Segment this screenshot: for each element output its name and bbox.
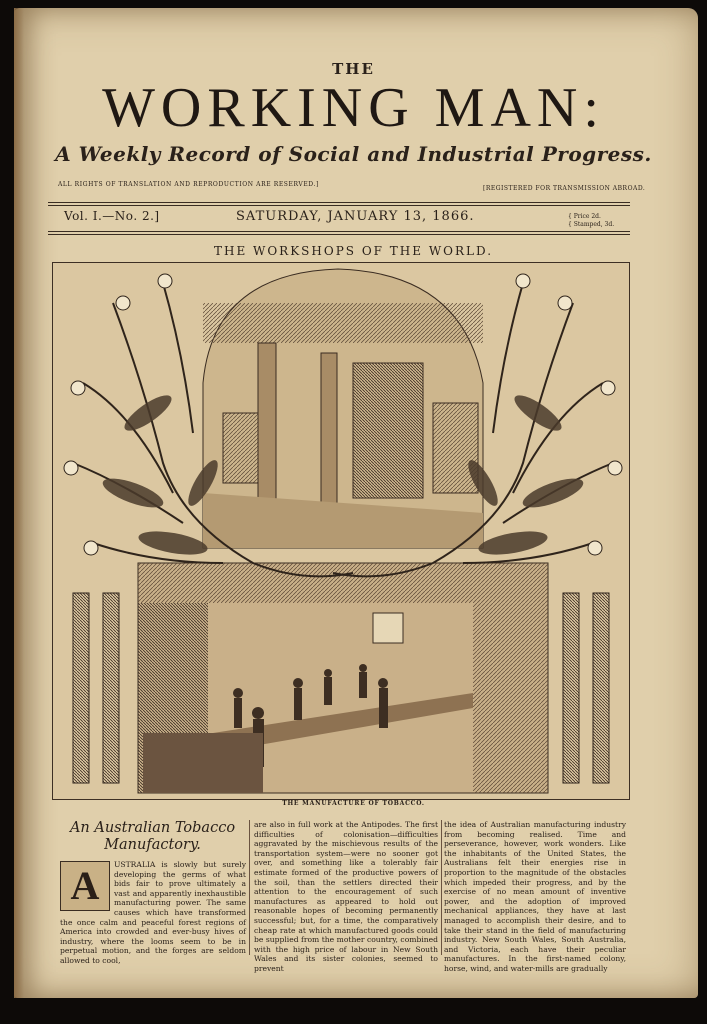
price-line: { Price 2d. [568,213,601,220]
article-title: An Australian Tobacco Manufactory. [69,820,236,853]
registered-notice: [REGISTERED FOR TRANSMISSION ABROAD. [483,185,646,192]
engraving-illustration [52,262,630,800]
volume-number: Vol. I.—No. 2.] [64,209,160,223]
rights-notice: ALL RIGHTS OF TRANSLATION AND REPRODUCTION ARE RESERVED.] [58,181,319,188]
illustration-caption: THE MANUFACTURE OF TOBACCO. [282,800,425,807]
issue-date: SATURDAY, JANUARY 13, 1866. [236,209,475,224]
engraving-artwork [53,263,629,799]
article-column-1 [60,860,246,966]
rule-bottom-thin [48,234,630,235]
rule-bottom [48,231,630,232]
article-column-3: the idea of Australian manufacturing industry from becoming realised. Time and perseverance, however, work wonders. Like the inhabitants of the United States, the Australians felt their energies rise in proportion to the magnitude of the obstacles which impeded their progress, and by the exercise of no mean amount of inventive power, and the adoption of improved mechanical appliances, they have at last managed to accomplish their desire, and to take their stand in the field of manufacturing industry. New South Wales, South Australia, and Victoria, each have their peculiar manufactures. In the first-named colony, horse, wind, and water-mills are gradually [444,820,626,973]
rule-top-thin [48,205,630,206]
price-notice [568,213,614,229]
masthead-the: THE [332,60,375,78]
factory-floor-vignette [138,563,548,793]
page-binding-shadow [14,8,24,998]
article-column-2: are also in full work at the Antipodes. The first difficulties of colonisation—difficulties aggravated by the mischievous results of the transportation system—were no sooner got over, and something like a tolerably fair estimate formed of the productive powers of the soil, than the settlers directed their attention to the encouragement of such manufactures as appeared to hold out reasonable hopes of becoming permanently successful; but, for a time, the comparatively cheap rate at which manufactured goods could be supplied from the mother country, combined with the high price of labour in New South Wales and its sister colonies, seemed to prevent [254,820,438,973]
masthead-subtitle: A Weekly Record of Social and Industrial Progress. [55,142,652,166]
rule-top [48,202,630,203]
section-heading: THE WORKSHOPS OF THE WORLD. [213,244,494,258]
press-room-vignette [203,269,483,548]
drop-cap: A [60,861,110,911]
stamped-price-line: { Stamped, 3d. [568,221,615,228]
column-rule-1 [249,820,250,955]
column-1-text: USTRALIA is slowly but surely developing the germs of what bids fair to prove ultimately a vast and apparently inexhaustible manufacturing power. The same causes which have transformed the once calm and peaceful forest regions of America into crowded and ever-busy hives of industry, where the looms seem to be in perpetual motion, and the forges are seldom allowed to cool, [60,860,246,965]
column-rule-2 [441,820,442,955]
masthead-title: WORKING MAN: [102,77,605,139]
